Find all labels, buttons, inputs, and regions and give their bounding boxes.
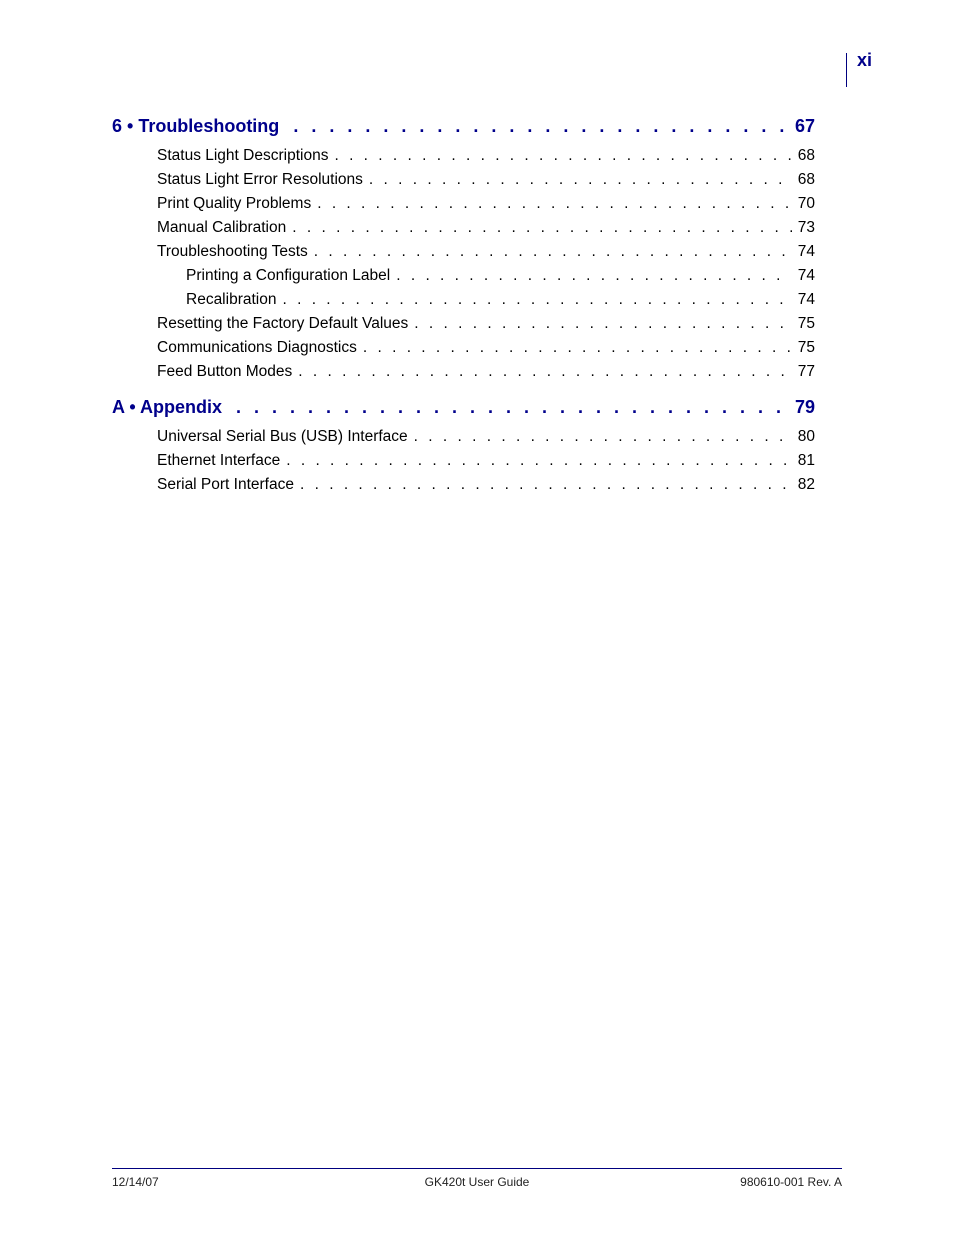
toc-entry-status-light-descriptions[interactable]: [112, 147, 815, 171]
toc-leader-dots: [414, 315, 791, 333]
toc-leader-dots: [363, 339, 792, 357]
toc-entry-resetting-factory-defaults[interactable]: [112, 315, 815, 339]
toc-entry-title: Serial Port Interface: [157, 476, 294, 493]
toc-entry-page: 73: [797, 219, 815, 236]
toc-entry-ethernet-interface[interactable]: [112, 452, 815, 476]
toc-leader-dots: [300, 476, 792, 494]
toc-leader-dots: [317, 195, 792, 213]
chapter-spacer: [112, 387, 815, 397]
toc-leader-dots: [334, 147, 791, 165]
toc-entry-status-light-error-resolutions[interactable]: [112, 171, 815, 195]
toc-entry-page: 74: [797, 291, 815, 308]
toc-chapter-title: A • Appendix: [112, 397, 222, 417]
toc-chapter-page: 79: [794, 397, 815, 417]
footer-divider: [112, 1168, 842, 1169]
toc-entry-title: Feed Button Modes: [157, 363, 293, 380]
toc-entry-page: 75: [797, 315, 815, 332]
toc-leader-dots: [236, 397, 789, 418]
toc-entry-page: 74: [797, 243, 815, 260]
toc-entry-communications-diagnostics[interactable]: [112, 339, 815, 363]
toc-entry-title: Print Quality Problems: [157, 195, 312, 212]
toc-entry-title: Troubleshooting Tests: [157, 243, 308, 260]
toc-entry-manual-calibration[interactable]: [112, 219, 815, 243]
toc-entry-title: Status Light Error Resolutions: [157, 171, 363, 188]
toc-entry-title: Communications Diagnostics: [157, 339, 357, 356]
toc-entry-page: 68: [797, 171, 815, 188]
toc-leader-dots: [414, 428, 792, 446]
table-of-contents: [112, 116, 815, 500]
toc-entry-page: 70: [797, 195, 815, 212]
toc-entry-title: Recalibration: [186, 291, 277, 308]
toc-entry-troubleshooting-tests[interactable]: [112, 243, 815, 267]
page-number-divider: [846, 53, 847, 87]
toc-leader-dots: [282, 291, 791, 309]
toc-entry-feed-button-modes[interactable]: [112, 363, 815, 387]
footer-document-title: GK420t User Guide: [424, 1175, 530, 1189]
toc-entry-title: Manual Calibration: [157, 219, 287, 236]
toc-chapter-title: 6 • Troubleshooting: [112, 116, 280, 136]
toc-chapter-appendix[interactable]: [112, 397, 815, 423]
toc-entry-recalibration[interactable]: [112, 291, 815, 315]
toc-entry-printing-a-configuration-label[interactable]: [112, 267, 815, 291]
toc-entry-page: 68: [797, 147, 815, 164]
toc-leader-dots: [298, 363, 791, 381]
footer-part-number: 980610-001 Rev. A: [740, 1175, 842, 1189]
toc-entry-print-quality-problems[interactable]: [112, 195, 815, 219]
toc-entry-title: Resetting the Factory Default Values: [157, 315, 409, 332]
toc-entry-title: Printing a Configuration Label: [186, 267, 391, 284]
page-number: xi: [857, 50, 873, 70]
toc-chapter-troubleshooting[interactable]: [112, 116, 815, 142]
toc-entry-serial-port-interface[interactable]: [112, 476, 815, 500]
toc-entry-page: 75: [797, 339, 815, 356]
toc-leader-dots: [369, 171, 792, 189]
toc-leader-dots: [293, 116, 789, 137]
toc-entry-page: 81: [797, 452, 815, 469]
toc-entry-usb-interface[interactable]: [112, 428, 815, 452]
toc-leader-dots: [396, 267, 792, 285]
toc-entry-page: 80: [797, 428, 815, 445]
toc-entry-page: 82: [797, 476, 815, 493]
toc-entry-title: Status Light Descriptions: [157, 147, 329, 164]
toc-entry-page: 77: [797, 363, 815, 380]
toc-leader-dots: [286, 452, 792, 470]
toc-leader-dots: [292, 219, 792, 237]
toc-chapter-page: 67: [794, 116, 815, 136]
footer-date: 12/14/07: [112, 1175, 159, 1189]
toc-entry-page: 74: [797, 267, 815, 284]
toc-entry-title: Ethernet Interface: [157, 452, 281, 469]
toc-leader-dots: [314, 243, 792, 261]
toc-entry-title: Universal Serial Bus (USB) Interface: [157, 428, 408, 445]
